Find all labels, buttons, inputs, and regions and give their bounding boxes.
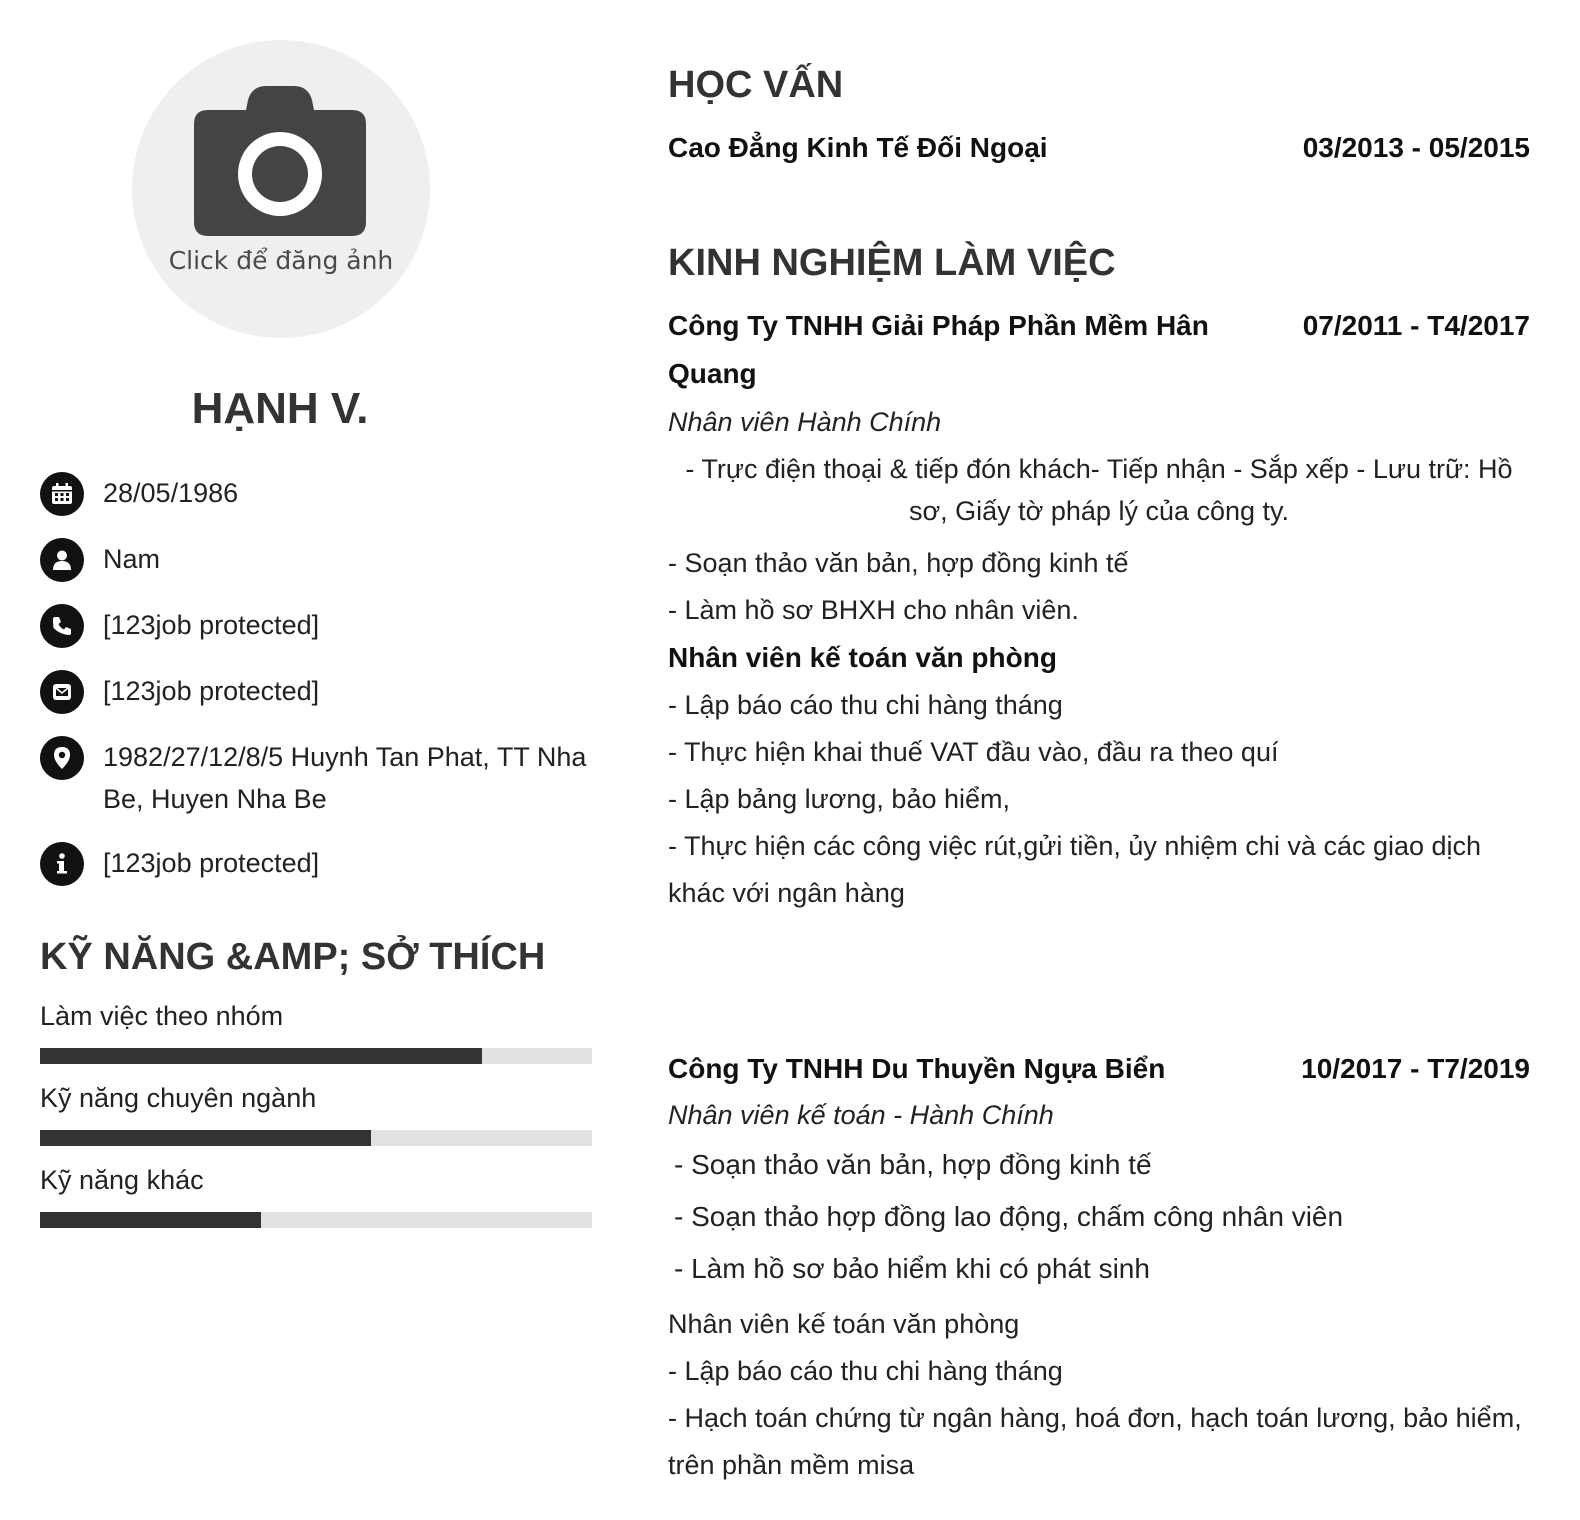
skill-bar bbox=[40, 1048, 592, 1064]
gender-text: Nam bbox=[103, 544, 161, 574]
job-sub-heading: Nhân viên kế toán văn phòng bbox=[668, 642, 1057, 673]
skills-title: KỸ NĂNG &AMP; SỞ THÍCH bbox=[40, 936, 546, 978]
info-row-address bbox=[40, 736, 592, 820]
skill-item bbox=[40, 998, 592, 1064]
email-text: [123job protected] bbox=[103, 676, 320, 706]
job-description-line: - Trực điện thoại & tiếp đón khách- Tiếp nhận - Sắp xếp - Lưu trữ: Hồ sơ, Giấy tờ pháp lý của công ty. bbox=[685, 454, 1513, 526]
skill-bar-fill bbox=[40, 1048, 482, 1064]
job-description-line: - Làm hồ sơ BHXH cho nhân viên. bbox=[668, 595, 1079, 625]
skill-item bbox=[40, 1080, 592, 1146]
info-icon bbox=[40, 842, 84, 886]
info-row-phone bbox=[40, 604, 592, 648]
skill-bar bbox=[40, 1130, 592, 1146]
skills-section bbox=[40, 932, 592, 1228]
job-header bbox=[668, 1045, 1530, 1093]
info-row-extra bbox=[40, 842, 592, 886]
job-description bbox=[668, 1139, 1530, 1295]
skill-bar-fill bbox=[40, 1212, 261, 1228]
job-description-line: - Soạn thảo hợp đồng lao động, chấm công nhân viên bbox=[674, 1201, 1344, 1232]
skill-bar bbox=[40, 1212, 592, 1228]
skill-name: Kỹ năng chuyên ngành bbox=[40, 1083, 317, 1113]
job-header bbox=[668, 302, 1530, 398]
job-description bbox=[668, 540, 1530, 634]
job-description-line: - Soạn thảo văn bản, hợp đồng kinh tế bbox=[674, 1149, 1152, 1180]
job-description-line: - Lập báo cáo thu chi hàng tháng bbox=[668, 690, 1063, 720]
email-icon bbox=[40, 670, 84, 714]
company-name: Công Ty TNHH Giải Pháp Phần Mềm Hân Quang bbox=[668, 310, 1209, 389]
job-description-line: - Lập bảng lương, bảo hiểm, bbox=[668, 784, 1010, 814]
education-title: HỌC VẤN bbox=[668, 64, 844, 106]
job-role: Nhân viên Hành Chính bbox=[668, 407, 942, 437]
job-entry bbox=[668, 1045, 1530, 1489]
job-period: 07/2011 - T4/2017 bbox=[1302, 310, 1530, 341]
phone-icon bbox=[40, 604, 84, 648]
info-row-email bbox=[40, 670, 592, 714]
job-description-line: - Soạn thảo văn bản, hợp đồng kinh tế bbox=[668, 548, 1129, 578]
job-sub-description bbox=[668, 682, 1530, 917]
education-entry bbox=[668, 124, 1530, 172]
education-period: 03/2013 - 05/2015 bbox=[1302, 132, 1530, 163]
extra-info-text: [123job protected] bbox=[103, 848, 320, 878]
user-icon bbox=[40, 538, 84, 582]
skill-name: Kỹ năng khác bbox=[40, 1165, 204, 1195]
right-column bbox=[668, 60, 1530, 1489]
job-description-line: - Hạch toán chứng từ ngân hàng, hoá đơn, hạch toán lương, bảo hiểm, trên phần mềm misa bbox=[668, 1403, 1522, 1480]
info-row-birthday bbox=[40, 472, 592, 516]
contact-info bbox=[40, 472, 592, 908]
experience-title: KINH NGHIỆM LÀM VIỆC bbox=[668, 242, 1116, 284]
birthday-text: 28/05/1986 bbox=[103, 478, 239, 508]
job-sub-heading: Nhân viên kế toán văn phòng bbox=[668, 1309, 1020, 1339]
skill-bar-fill bbox=[40, 1130, 371, 1146]
job-period: 10/2017 - T7/2019 bbox=[1301, 1053, 1530, 1084]
job-sub-description bbox=[668, 1348, 1530, 1489]
phone-text: [123job protected] bbox=[103, 610, 320, 640]
skill-name: Làm việc theo nhóm bbox=[40, 1001, 284, 1031]
calendar-icon bbox=[40, 472, 84, 516]
job-description-line: - Lập báo cáo thu chi hàng tháng bbox=[668, 1356, 1063, 1386]
camera-icon bbox=[190, 82, 370, 240]
candidate-name: HẠNH V. bbox=[191, 384, 369, 433]
job-description-line: - Làm hồ sơ bảo hiểm khi có phát sinh bbox=[674, 1253, 1150, 1284]
info-row-gender bbox=[40, 538, 592, 582]
skill-item bbox=[40, 1162, 592, 1228]
avatar-upload-label: Click để đăng ảnh bbox=[168, 246, 394, 275]
location-icon bbox=[40, 736, 84, 780]
school-name: Cao Đẳng Kinh Tế Đối Ngoại bbox=[668, 132, 1048, 163]
avatar-upload[interactable] bbox=[132, 40, 430, 338]
address-text: 1982/27/12/8/5 Huynh Tan Phat, TT Nha Be, Huyen Nha Be bbox=[103, 742, 587, 814]
company-name: Công Ty TNHH Du Thuyền Ngựa Biển bbox=[668, 1053, 1166, 1084]
job-role: Nhân viên kế toán - Hành Chính bbox=[668, 1100, 1054, 1130]
job-description-line: - Thực hiện các công việc rút,gửi tiền, ủy nhiệm chi và các giao dịch khác với ngân hàng bbox=[668, 831, 1482, 908]
job-entry bbox=[668, 302, 1530, 917]
job-description-line: - Thực hiện khai thuế VAT đầu vào, đầu ra theo quí bbox=[668, 737, 1279, 767]
